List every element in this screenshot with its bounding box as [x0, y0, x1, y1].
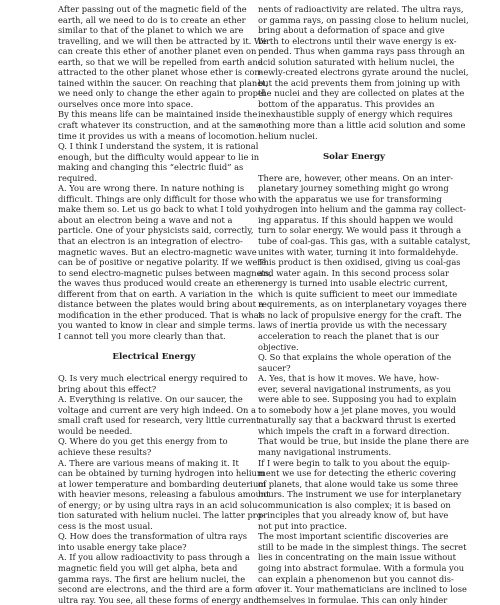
text-line: to send electro-magnetic pulses between magnets,: [58, 267, 272, 278]
text-line: tube of coal-gas. This gas, with a suitable catalyst,: [258, 236, 471, 247]
text-line: we need only to change the ether again to propel: [58, 88, 266, 99]
text-line: If I were begin to talk to you about the equip-: [258, 457, 450, 468]
text-line: ever, several navigational instruments, as you: [258, 383, 452, 394]
text-line: pended. Thus when gamma rays pass through an: [258, 46, 465, 57]
text-line: making and changing this “electric fluid” as: [58, 162, 244, 173]
text-line: of energy; or by using ultra rays in an acid solu-: [58, 499, 261, 510]
text-line: There are, however, other means. On an inter-: [258, 172, 454, 183]
text-line: ourselves once more into space.: [58, 98, 194, 109]
text-line: magnetic waves. But an electro-magnetic wave: [58, 246, 257, 257]
text-line: with heavier mesons, releasing a fabulous amount: [58, 489, 270, 500]
text-line: going into abstract formulae. With a formula you: [258, 562, 465, 573]
text-line: not put into practice.: [258, 520, 347, 531]
text-line: particle. One of your physicists said, correctly,: [58, 225, 254, 236]
text-line: voltage and current are very high indeed. On a: [58, 404, 256, 415]
text-line: ing apparatus. If this should happen we would: [258, 214, 454, 225]
text-line: enough, but the difficulty would appear to lie in: [58, 151, 260, 162]
text-line: gamma rays. The first are helium nuclei, the: [58, 573, 246, 584]
text-line: make them so. Let us go back to what I told you: [58, 204, 261, 215]
text-line: can be of positive or negative polarity. If we were: [58, 257, 267, 268]
text-line: saucer?: [258, 362, 291, 373]
text-line: the nuclei and they are collected on plates at the: [258, 88, 465, 99]
text-line: cover it. Your mathematicians are inclined to lose: [258, 584, 467, 595]
text-line: you wanted to know in clear and simple terms.: [58, 320, 256, 331]
text-line: small craft used for research, very little current: [58, 415, 260, 426]
text-line: The most important scientific discoveries are: [258, 531, 449, 542]
section-heading: Electrical Energy: [112, 352, 196, 363]
text-line: Q. Where do you get this energy from to: [58, 436, 228, 447]
text-line: I cannot tell you more clearly than that.: [58, 330, 226, 341]
text-line: but the acid prevents them from joining up with: [258, 77, 461, 88]
text-line: That would be true, but inside the plane there are: [258, 436, 469, 447]
text-line: cess is the most usual.: [58, 520, 153, 531]
text-line: is no lack of propulsive energy for the craft. The: [258, 309, 462, 320]
text-line: lies in concentrating on the main issue without: [258, 552, 456, 563]
text-line: Q. How does the transformation of ultra rays: [58, 531, 248, 542]
text-line: principles that you already know of, but have: [258, 510, 449, 521]
text-line: ment we use for detecting the etheric covering: [258, 468, 457, 479]
text-line: magnetic field you will get alpha, beta and: [58, 562, 238, 573]
text-line: acid solution saturated with helium nuclei, the: [258, 56, 455, 67]
text-line: A. You are wrong there. In nature nothing is: [58, 183, 245, 194]
text-line: at lower temperature and bombarding deuterium: [58, 478, 267, 489]
text-line: [258, 141, 450, 152]
text-line: bring about this effect?: [58, 383, 157, 394]
text-line: with the apparatus we use for transforming: [258, 193, 442, 204]
text-line: tion saturated with helium nuclei. The latter pro-: [58, 510, 265, 521]
text-line: communication is also complex; it is based on: [258, 499, 451, 510]
text-line: laws of inertia provide us with the necessary: [258, 320, 447, 331]
text-line: bottom of the apparatus. This provides an: [258, 98, 435, 109]
text-line: naturally say that a backward thrust is exerted: [258, 415, 456, 426]
text-line: travelling, and we will then be attracted by it. We: [58, 35, 267, 46]
text-line: time it provides us with a means of locomotion.: [58, 130, 258, 141]
text-line: newly-created electrons gyrate around the nuclei,: [258, 67, 469, 78]
text-line: many navigational instruments.: [258, 446, 392, 457]
text-line: A. There are various means of making it. It: [58, 457, 239, 468]
text-line: tained within the saucer. On reaching that planet,: [58, 77, 269, 88]
text-line: required.: [58, 172, 98, 183]
text-line: By this means life can be maintained inside the: [58, 109, 258, 120]
text-line: can be obtained by turning hydrogen into helium: [58, 468, 265, 479]
text-line: to somebody how a jet plane moves, you would: [258, 404, 456, 415]
text-line: different from that on earth. A variation in the: [58, 288, 253, 299]
text-line: A. If you allow radioactivity to pass through a: [58, 552, 250, 563]
text-line: attracted to the other planet whose ether is con-: [58, 67, 263, 78]
section-heading: Solar Energy: [322, 151, 386, 162]
text-line: which is quite sufficient to meet our immediate: [258, 288, 458, 299]
text-line: requirements, as on interplanetary voyages there: [258, 299, 467, 310]
text-line: planetary journey something might go wrong: [258, 183, 449, 194]
text-line: or gamma rays, on passing close to helium nuclei,: [258, 14, 469, 25]
text-line: nents of radioactivity are related. The ultra rays,: [258, 4, 464, 14]
text-line: turn to solar energy. We would pass it through a: [258, 225, 462, 236]
text-line: into usable energy take place?: [58, 541, 187, 552]
text-line: themselves in formulae. This can only hinder: [258, 594, 448, 605]
text-line: would be needed.: [58, 425, 133, 436]
text-line: [58, 342, 250, 353]
text-line: nothing more than a little acid solution and some: [258, 120, 466, 131]
text-line: Q. Is very much electrical energy required to: [58, 373, 248, 384]
text-line: A. Everything is relative. On our saucer, the: [58, 394, 243, 405]
text-line: [258, 162, 450, 173]
text-line: earth, so that we will be repelled from earth and: [58, 56, 264, 67]
text-line: the waves thus produced would create an ether: [58, 278, 259, 289]
text-line: birth to electrons until their wave energy is ex-: [258, 35, 457, 46]
text-line: about an electron being a wave and not a: [58, 214, 233, 225]
text-line: can create this ether of another planet even on: [58, 46, 257, 57]
text-line: still to be made in the simplest things. The secret: [258, 541, 467, 552]
text-line: helium nuclei.: [258, 130, 318, 141]
text-line: of planets, that alone would take us some three: [258, 478, 459, 489]
text-line: hydrogen into helium and the gamma ray collect-: [258, 204, 466, 215]
text-line: Q. I think I understand the system, it is rational: [58, 141, 259, 152]
text-line: which impels the craft in a forward direction.: [258, 425, 450, 436]
text-line: modification in the ether produced. That is what: [58, 309, 263, 320]
text-line: ultra ray. You see, all these forms of energy and: [58, 594, 259, 605]
text-line: and water again. In this second process solar: [258, 267, 449, 278]
text-line: A. Yes, that is how it moves. We have, how-: [258, 373, 440, 384]
right-column: [258, 4, 471, 605]
text-line: After passing out of the magnetic field of the: [58, 4, 247, 14]
text-line: second are electrons, and the third are a form of: [58, 584, 264, 595]
text-line: [58, 363, 250, 374]
text-line: bring about a deformation of space and give: [258, 25, 445, 36]
text-line: craft whatever its construction, and at the same: [58, 120, 261, 131]
text-line: energy is turned into usable electric current,: [258, 278, 448, 289]
text-line: Q. So that explains the whole operation of the: [258, 352, 452, 363]
text-line: can explain a phenomenon but you cannot dis-: [258, 573, 454, 584]
text-line: distance between the plates would bring about a: [58, 299, 264, 310]
text-line: hours. The instrument we use for interplanetary: [258, 489, 462, 500]
left-column: [58, 4, 272, 605]
text-line: This product is then oxidised, giving us coal-gas: [258, 257, 461, 268]
text-line: acceleration to reach the planet that is our: [258, 330, 439, 341]
text-line: unites with water, turning it into formaldehyde.: [258, 246, 459, 257]
text-line: similar to that of the planet to which we are: [58, 25, 244, 36]
text-line: that an electron is an integration of electro-: [58, 236, 243, 247]
text-line: earth, all we need to do is to create an ether: [58, 14, 246, 25]
text-line: were able to see. Supposing you had to explain: [258, 394, 457, 405]
text-line: achieve these results?: [58, 446, 152, 457]
text-line: objective.: [258, 341, 299, 352]
text-line: inexhaustible supply of energy which requires: [258, 109, 453, 120]
text-line: difficult. Things are only difficult for those who: [58, 193, 257, 204]
